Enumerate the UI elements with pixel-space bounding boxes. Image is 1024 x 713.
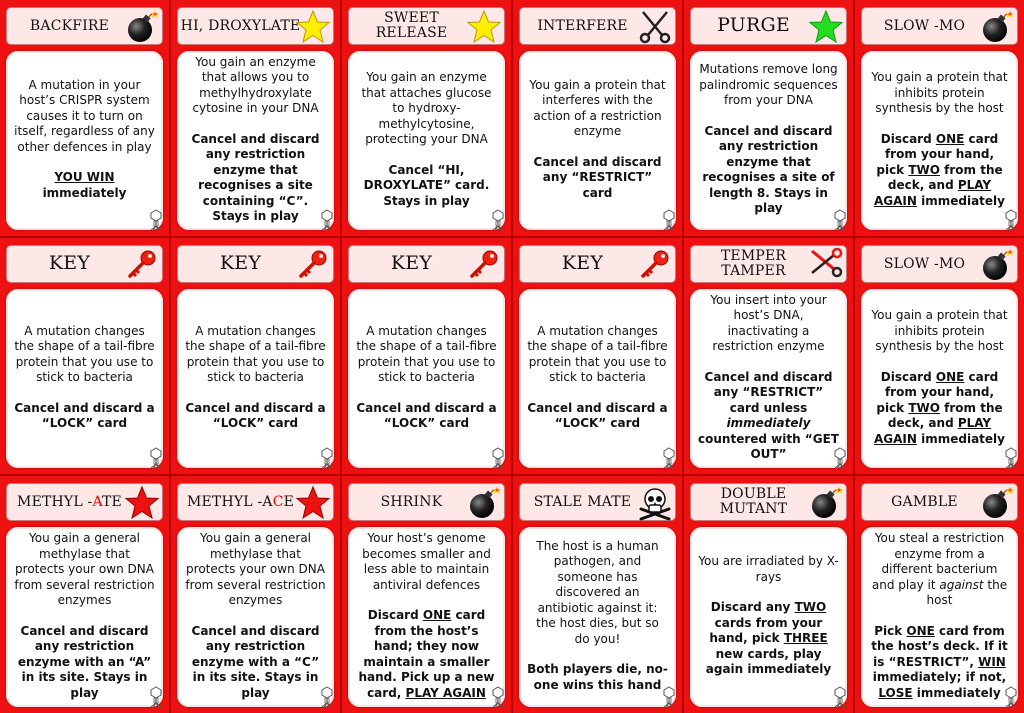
card[interactable] — [513, 0, 682, 236]
scissors-icon — [637, 9, 673, 45]
card[interactable] — [855, 476, 1024, 713]
phage-icon — [662, 447, 676, 469]
phage-icon — [833, 209, 847, 231]
card-action: Cancel and discard any restriction enzyme that recognises a site containing “C”. Stays in play — [191, 131, 320, 223]
card-action: Cancel and discard any restriction enzyme that recognises a site of length 8. Stays in play — [702, 123, 835, 216]
card-title — [861, 245, 1018, 283]
card-action: Cancel and discard any restriction enzyme with an “A” in its site. Stays in play — [17, 623, 152, 700]
card-description: You gain a protein that inhibits protein synthesis by the host — [871, 70, 1008, 115]
bomb-icon — [979, 247, 1015, 283]
scissors-red-icon — [808, 247, 844, 283]
card[interactable] — [684, 238, 853, 474]
card-description: A mutation changes the shape of a tail-fibre protein that you use to stick to bacteria — [356, 323, 497, 384]
card-body — [861, 51, 1018, 230]
card-action: Discard ONE card from the host’s hand; they now maintain a smaller hand. Pick up a new card, PLAY AGAIN — [358, 608, 495, 700]
card-title — [519, 245, 676, 283]
card-action: Cancel “HI, DROXYLATE” card. Stays in play — [363, 162, 490, 208]
phage-icon — [1004, 686, 1018, 708]
card-title — [348, 245, 505, 283]
card-title-text: KEY — [48, 252, 91, 275]
card-action: Cancel and discard any restriction enzyme with a “C” in its site. Stays in play — [191, 623, 320, 700]
phage-icon — [320, 686, 334, 708]
card-title-text: INTERFERE — [537, 17, 628, 34]
phage-icon — [662, 209, 676, 231]
star-yellow-icon — [466, 9, 502, 45]
card-action: YOU WIN immediately — [42, 170, 127, 200]
card[interactable] — [342, 238, 511, 474]
card-title — [348, 7, 505, 45]
card-title-text: SLOW -MO — [883, 255, 966, 272]
card[interactable] — [0, 476, 169, 713]
card-description: A mutation in your host’s CRISPR system causes it to turn on itself, regardless of any other defences in play — [14, 77, 155, 154]
card-body — [6, 527, 163, 707]
card-description: A mutation changes the shape of a tail-fibre protein that you use to stick to bacteria — [527, 323, 668, 384]
card-title-text: HI, DROXYLATE — [180, 17, 301, 34]
card-title-text: METHYL -ACE — [186, 493, 295, 510]
card-body — [6, 289, 163, 468]
card[interactable] — [171, 0, 340, 236]
key-icon — [295, 247, 331, 283]
card-title — [519, 483, 676, 521]
phage-icon — [662, 686, 676, 708]
card-title — [519, 7, 676, 45]
card[interactable] — [0, 0, 169, 236]
card-action: Discard ONE card from your hand, pick TWO from the deck, and PLAY AGAIN immediately — [874, 131, 1005, 208]
card-body — [690, 289, 847, 468]
card-body — [6, 51, 163, 230]
card[interactable] — [684, 0, 853, 236]
card-action: Cancel and discard a “LOCK” card — [185, 400, 326, 430]
phage-icon — [1004, 447, 1018, 469]
card-description: Mutations remove long palindromic sequences from your DNA — [699, 62, 838, 108]
card-title — [861, 483, 1018, 521]
star-yellow-icon — [295, 9, 331, 45]
card-title-text: SHRINK — [380, 493, 443, 510]
star-green-icon — [808, 9, 844, 45]
card-description: You gain a protein that inhibits protein synthesis by the host — [871, 308, 1008, 353]
card-title-text: TEMPER TAMPER — [720, 248, 787, 279]
card-action: Both players die, no-one wins this hand — [527, 662, 668, 692]
card-title-text: SLOW -MO — [883, 17, 966, 34]
phage-icon — [1004, 209, 1018, 231]
card[interactable] — [513, 476, 682, 713]
card-title — [6, 7, 163, 45]
card-title — [690, 483, 847, 521]
key-icon — [466, 247, 502, 283]
card-body — [861, 289, 1018, 468]
card-title-text: GAMBLE — [891, 493, 958, 510]
card-body — [519, 51, 676, 230]
phage-icon — [149, 209, 163, 231]
bomb-icon — [808, 485, 844, 521]
card-description: You insert into your host’s DNA, inactivating a restriction enzyme — [710, 292, 827, 353]
card-body — [177, 289, 334, 468]
phage-icon — [491, 686, 505, 708]
card-description: A mutation changes the shape of a tail-fibre protein that you use to stick to bacteria — [185, 323, 326, 384]
card-description: You gain an enzyme that attaches glucose to hydroxy-methylcytosine, protecting your DNA — [361, 70, 492, 146]
card-body — [348, 527, 505, 707]
card-action: Pick ONE card from the host’s deck. If it is “RESTRICT”, WIN immediately; if not, LOSE immediately — [871, 623, 1008, 700]
bomb-icon — [466, 485, 502, 521]
card-description: You gain a protein that interferes with the action of a restriction enzyme — [529, 77, 666, 139]
bomb-icon — [124, 9, 160, 45]
card-description: A mutation changes the shape of a tail-fibre protein that you use to stick to bacteria — [14, 323, 155, 384]
card[interactable] — [513, 238, 682, 474]
key-icon — [124, 247, 160, 283]
phage-icon — [320, 447, 334, 469]
card-title-text: METHYL -ATE — [17, 493, 122, 510]
card-body — [690, 527, 847, 707]
card-description: You are irradiated by X-rays — [698, 554, 839, 584]
card-title — [177, 7, 334, 45]
card[interactable] — [855, 0, 1024, 236]
card-body — [348, 289, 505, 468]
card-body — [519, 289, 676, 468]
card-action: Cancel and discard a “LOCK” card — [14, 400, 155, 430]
card-body — [690, 51, 847, 230]
star-red-icon — [295, 485, 331, 521]
star-red-icon — [124, 485, 160, 521]
card-title-text: DOUBLE MUTANT — [719, 486, 788, 517]
card[interactable] — [342, 476, 511, 713]
card-body — [177, 527, 334, 707]
card-description: You gain a general methylase that protects your own DNA from several restriction enzymes — [185, 531, 326, 607]
card-title-text: KEY — [561, 252, 604, 275]
card-title-text: BACKFIRE — [29, 17, 110, 34]
card-title-text: PURGE — [717, 14, 790, 37]
card-title-text: SWEET RELEASE — [375, 10, 448, 41]
phage-icon — [491, 209, 505, 231]
card-title-text: STALE MATE — [533, 493, 632, 510]
skull-icon — [637, 485, 673, 521]
card[interactable] — [0, 238, 169, 474]
card-title — [6, 483, 163, 521]
card-title — [861, 7, 1018, 45]
phage-icon — [491, 447, 505, 469]
card[interactable] — [684, 476, 853, 713]
card-description: You gain an enzyme that allows you to methylhydroxylate cytosine in your DNA — [192, 54, 319, 115]
card[interactable] — [342, 0, 511, 236]
card-action: Cancel and discard a “LOCK” card — [356, 400, 497, 430]
card[interactable] — [855, 238, 1024, 474]
card-title-text: KEY — [219, 252, 262, 275]
phage-icon — [833, 447, 847, 469]
card-body — [861, 527, 1018, 707]
card-title — [177, 245, 334, 283]
bomb-icon — [979, 485, 1015, 521]
card-title — [6, 245, 163, 283]
phage-icon — [149, 447, 163, 469]
card-description: Your host’s genome becomes smaller and less able to maintain antiviral defences — [362, 531, 491, 592]
card-body — [177, 51, 334, 230]
card-action: Discard ONE card from your hand, pick TWO from the deck, and PLAY AGAIN immediately — [874, 369, 1005, 446]
card[interactable] — [171, 476, 340, 713]
card[interactable] — [171, 238, 340, 474]
card-action: Cancel and discard a “LOCK” card — [527, 400, 668, 430]
phage-icon — [149, 686, 163, 708]
card-description: The host is a human pathogen, and someone has discovered an antibiotic against it: the host dies, but so do you! — [536, 538, 659, 646]
card-body — [519, 527, 676, 707]
card-title — [348, 483, 505, 521]
bomb-icon — [979, 9, 1015, 45]
key-icon — [637, 247, 673, 283]
card-title — [177, 483, 334, 521]
card-action: Cancel and discard any “RESTRICT” card unless immediately countered with “GET OUT” — [698, 369, 839, 461]
card-title — [690, 7, 847, 45]
phage-icon — [833, 686, 847, 708]
card-title-text: KEY — [390, 252, 433, 275]
card-description: You gain a general methylase that protects your own DNA from several restriction enzymes — [14, 531, 155, 607]
phage-icon — [320, 209, 334, 231]
card-action: Cancel and discard any “RESTRICT” card — [533, 154, 662, 200]
card-body — [348, 51, 505, 230]
card-action: Discard any TWO cards from your hand, pick THREE new cards, play again immediately — [705, 600, 832, 677]
card-description: You steal a restriction enzyme from a different bacterium and play it against the host — [871, 531, 1008, 607]
card-title — [690, 245, 847, 283]
